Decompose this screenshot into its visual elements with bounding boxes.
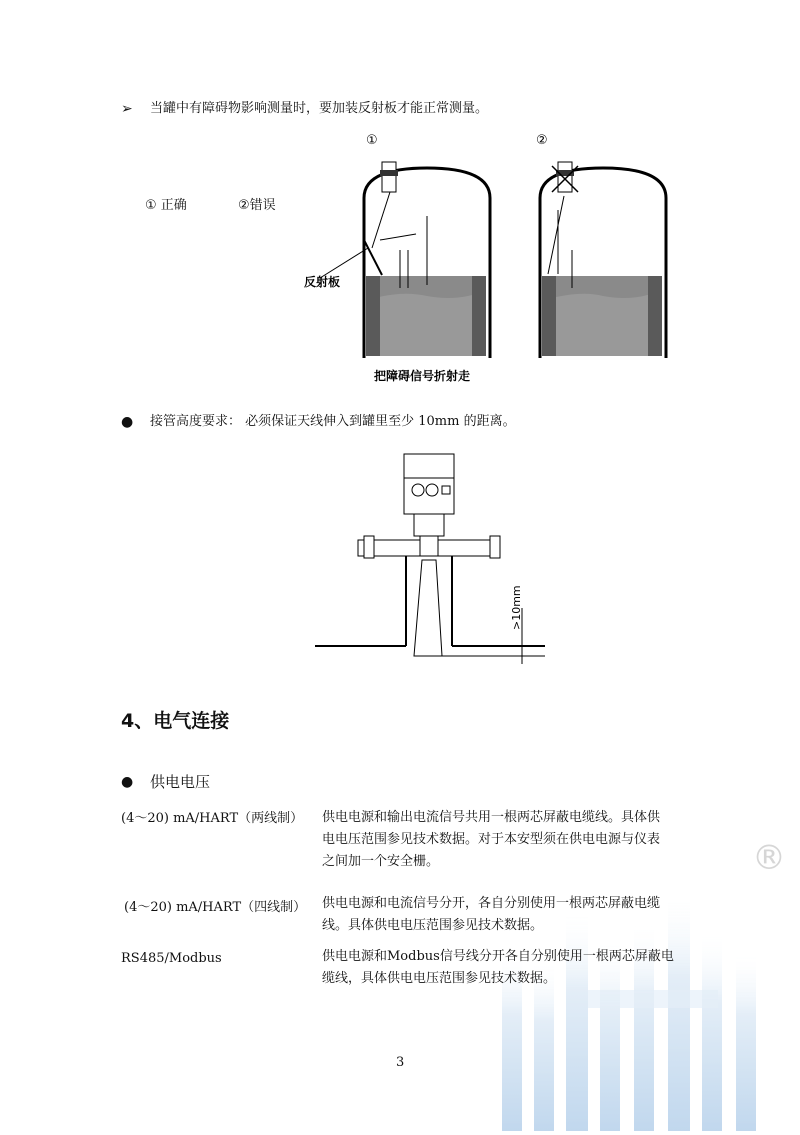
row-desc-four-wire: 供电电源和电流信号分开，各自分别使用一根两芯屏蔽电缆 线。具体供电电压范围参见技术数据。 <box>322 896 661 933</box>
tank-correct <box>320 162 490 358</box>
row-desc-rs485: 供电电源和Modbus信号线分开各自分别使用一根两芯屏蔽电 缆线，具体供电电压范围参见技术数据。 <box>322 949 674 986</box>
tank-wrong <box>540 162 666 358</box>
tank-diagram-graphic <box>300 130 680 390</box>
tank-diagram <box>300 130 680 390</box>
nozzle-requirement-text: 接管高度要求： 必须保证天线伸入到罐里至少 10mm 的距离。 <box>150 414 516 429</box>
sub-heading: 供电电压 <box>150 773 211 791</box>
row-desc-two-wire: 供电电源和输出电流信号共用一根两芯屏蔽电缆线。具体供 电电压范围参见技术数据。对于本安型须在供电电源与仪表 之间加一个安全栅。 <box>322 810 661 869</box>
row-label-two-wire: (4～20) mA/HART（两线制） <box>121 811 304 826</box>
dimension-label: >10mm <box>510 585 523 630</box>
arrow-bullet-icon: ➢ <box>121 101 133 117</box>
registered-mark: ® <box>752 838 786 878</box>
round-bullet-icon: ● <box>121 774 134 790</box>
legend-wrong: ②错误 <box>238 198 276 213</box>
fig-label-1: ① <box>366 133 378 148</box>
nozzle-diagram <box>310 448 550 668</box>
fig-label-2: ② <box>536 133 548 148</box>
reflector-requirement-text: 当罐中有障碍物影响测量时，要加装反射板才能正常测量。 <box>150 101 489 116</box>
diagram-caption: 把障碍信号折射走 <box>374 369 471 383</box>
reflector-label: 反射板 <box>304 275 341 289</box>
round-bullet-icon: ● <box>121 414 134 430</box>
row-label-rs485: RS485/Modbus <box>121 951 222 966</box>
nozzle-diagram-graphic <box>310 448 550 668</box>
row-label-four-wire: (4～20) mA/HART（四线制） <box>124 900 307 915</box>
legend-correct: ① 正确 <box>145 198 187 213</box>
section-heading: 4、电气连接 <box>121 710 230 732</box>
page-number: 3 <box>396 1055 405 1070</box>
